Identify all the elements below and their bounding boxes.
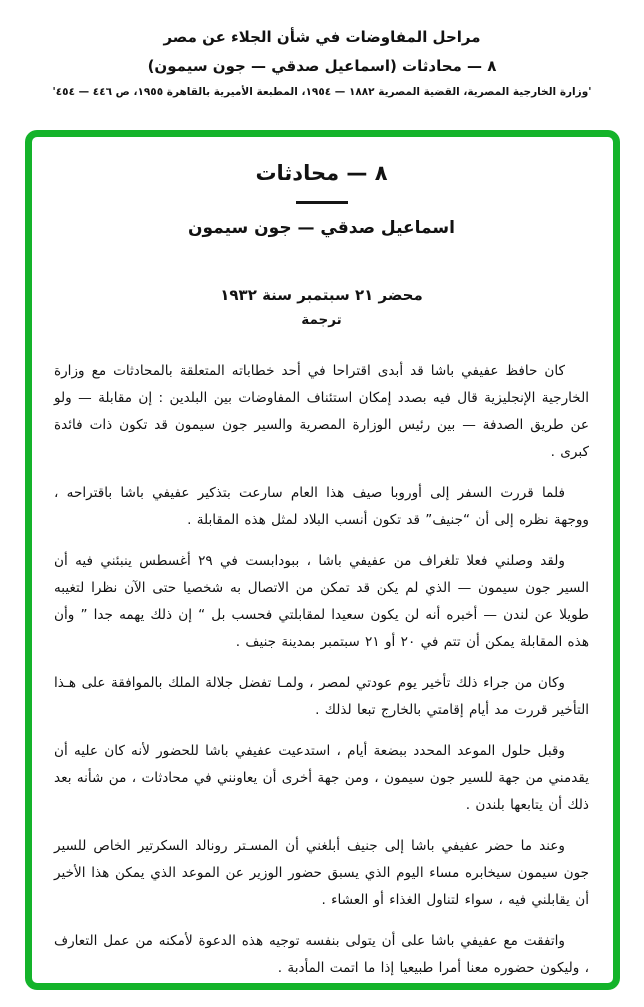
header-section-title: ٨ — محادثات (اسماعيل صدقي — جون سيمون) [147,57,497,76]
page-header [0,0,644,100]
document-subtitle: اسماعيل صدقي — جون سيمون [188,218,455,238]
document-body [54,358,589,982]
title-divider [296,201,348,204]
translation-label: ترجمة [301,312,342,328]
paragraph-7: واتفقت مع عفيفي باشا على أن يتولى بنفسه توجيه هذه الدعوة لأمكنه من عمل التعارف ، وليكون حضوره معنا أمرا طبيعيا إذا ما اتمت المأدبة . [54,933,589,976]
paragraph-3: ولقد وصلني فعلا تلغراف من عفيفي باشا ، ببودابست في ٢٩ أغسطس ينبئني فيه أن السير جون سيمون — الذي لم يكن قد تمكن من الاتصال به شخصيا حتى الآن نظرا لتغيبه طويلا عن لندن — أخبره أنه لن يكون سعيدا لمقابلتي فحسب بل “ إن ذلك يهمه جدا ” وأن هذه المقابلة يمكن أن تتم في ٢٠ أو ٢١ سبتمبر بمدينة جنيف . [54,553,589,650]
header-series-title: مراحل المفاوضات في شأن الجلاء عن مصر [163,28,481,46]
paragraph-2: فلما قررت السفر إلى أوروبا صيف هذا العام سارعت بتذكير عفيفي باشا باقتراحه ، ووجهة نظره إلى أن “جنيف” قد تكون أنسب البلاد لمثل هذه المقابلة . [54,485,589,528]
paragraph-5: وقبل حلول الموعد المحدد ببضعة أيام ، استدعيت عفيفي باشا للحضور لأنه كان عليه أن يقدمني من جهة للسير جون سيمون ، ومن جهة أخرى أن يعاونني في محادثات ، من شأنه بعد ذلك أن يتابعها بلندن . [54,743,589,813]
document-green-frame [25,130,620,990]
document-date-line: محضر ٢١ سبتمبر سنة ١٩٣٢ [220,286,423,304]
paragraph-1: كان حافظ عفيفي باشا قد أبدى اقتراحا في أحد خطاباته المتعلقة بالمحادثات مع وزارة الخارجية الإنجليزية قال فيه بصدد إمكان استئناف المفاوضات بين البلدين : إن مقابلة — ولو عن طريق الصدفة — بين رئيس الوزارة المصرية والسير جون سيمون قد تكون ذات فائدة كبرى . [54,363,589,460]
document-title: ٨ — محادثات [255,161,388,185]
header-source-citation: 'وزارة الخارجية المصرية، القضية المصرية ١٨٨٢ — ١٩٥٤، المطبعة الأميرية بالقاهرة ١٩٥٥، ص ٤٤٦ — ٤٥٤' [52,85,592,98]
paragraph-6: وعند ما حضر عفيفي باشا إلى جنيف أبلغني أن المسـتر رونالد السكرتير الخاص للسير جون سيمون سيخابره مساء اليوم الذي يسبق حضور الوزير عن الموعد الذي يمكن هذا الأخير أن يقابلني فيه ، سواء لتناول الغذاء أو العشاء . [54,838,589,908]
paragraph-4: وكان من جراء ذلك تأخير يوم عودتي لمصر ، ولمـا تفضل جلالة الملك بالموافقة على هـذا التأخير قررت مد أيام إقامتي بالخارج تبعا لذلك . [54,675,589,718]
